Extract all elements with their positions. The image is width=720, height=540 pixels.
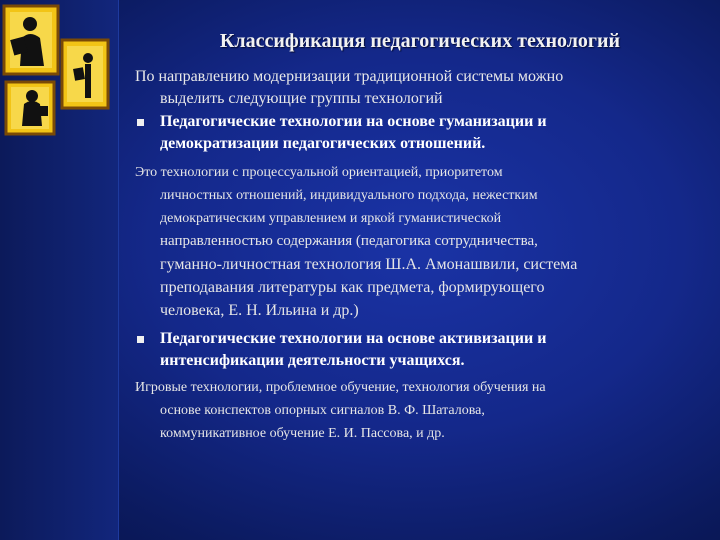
reading-people-illustration [0,0,120,160]
square-bullet-icon [137,336,144,343]
bullet-line: Педагогические технологии на основе активизации и [160,330,547,347]
description-line: человека, Е. Н. Ильина и др.) [160,302,359,319]
description-line: направленностью содержания (педагогика сотрудничества, [160,233,538,249]
bullet-line: Педагогические технологии на основе гуманизации и [160,113,547,130]
activation-description [135,376,695,445]
description-line: основе конспектов опорных сигналов В. Ф. Шаталова, [160,403,485,418]
reader-frame-1 [4,6,58,74]
bullet-activation [135,328,695,372]
description-line: демократическим управлением и яркой гуманистической [160,211,502,226]
intro-paragraph [135,66,695,110]
page-title: Классификация педагогических технологий [219,30,621,52]
bullet-line: интенсификации деятельности учащихся. [160,352,465,369]
description-line: коммуникативное обучение Е. И. Пассова, и др. [160,426,445,441]
humanization-description [135,161,695,322]
bullet-humanization [135,111,695,155]
description-line: Это технологии с процессуальной ориентацией, приоритетом [135,165,503,180]
description-line: гуманно-личностная технология Ш.А. Амонашвили, система [160,256,578,273]
reader-frame-2 [62,40,108,108]
description-line: преподавания литературы как предмета, формирующего [160,279,545,296]
slide-content [135,66,695,445]
description-line: Игровые технологии, проблемное обучение, технология обучения на [135,380,546,395]
intro-line: По направлению модернизации традиционной системы можно [135,68,564,85]
reader-frame-3 [6,82,54,134]
bullet-line: демократизации педагогических отношений. [160,135,486,152]
intro-line: выделить следующие группы технологий [160,90,443,107]
description-line: личностных отношений, индивидуального подхода, нежестким [160,188,538,203]
square-bullet-icon [137,119,144,126]
